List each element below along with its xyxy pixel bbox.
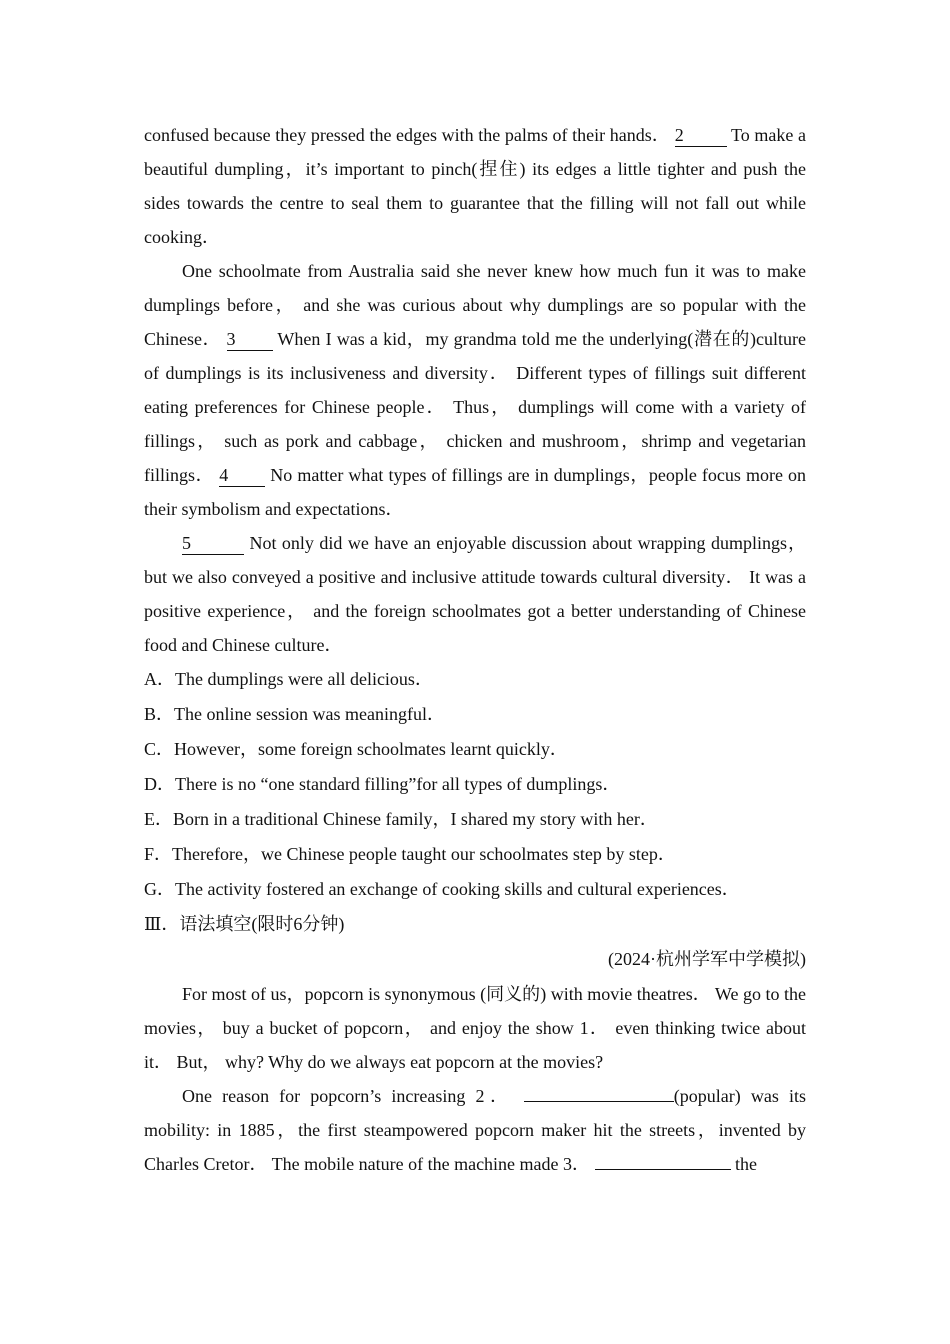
text: One reason for popcorn’s increasing: [182, 1086, 466, 1106]
option-b: B．The online session was meaningful．: [144, 704, 445, 724]
text: No matter what types of fillings are in dumplings，people focus more on their symbolism and expectations．: [144, 465, 807, 519]
paragraph: [144, 526, 806, 662]
question-number: 2．: [475, 1086, 514, 1106]
text: (popular) was its mobility: in 1885，the first steampowered popcorn maker hit the streets，invented by Charles Cretor． The mobile nature of the machine made: [144, 1086, 806, 1174]
question-number: 1．: [579, 1018, 610, 1038]
section-title: Ⅲ．语法填空(限时6分钟): [144, 914, 345, 934]
option-c: C．However，some foreign schoolmates learnt quickly．: [144, 739, 568, 759]
text: even thinking twice about it． But， why? Why do we always eat popcorn at the movies?: [144, 1018, 806, 1072]
text: To make a beautiful dumpling，it’s important to pinch(捏住) its edges a little tighter and push the sides towards the centre to seal them to guarantee that the filling will not fall out while cooking．: [144, 125, 806, 247]
paragraph: [144, 977, 806, 1079]
blank-4[interactable]: 4: [219, 464, 265, 487]
text: For most of us，popcorn is synonymous (同义的) with movie theatres． We go to the movies， buy a bucket of popcorn， and enjoy the show: [144, 984, 806, 1038]
blank-5[interactable]: 5: [182, 532, 244, 555]
option-a: A．The dumplings were all delicious．: [144, 669, 433, 689]
text: confused because they pressed the edges with the palms of their hands．: [144, 125, 671, 145]
options-list: [144, 662, 806, 907]
blank-3[interactable]: 3: [227, 328, 273, 351]
option-d: D．There is no “one standard filling”for all types of dumplings．: [144, 774, 621, 794]
option-f: F．Therefore，we Chinese people taught our schoolmates step by step．: [144, 844, 676, 864]
blank-2[interactable]: 2: [675, 124, 727, 147]
blank-q3[interactable]: [595, 1169, 731, 1170]
option-e: E．Born in a traditional Chinese family，I shared my story with her．: [144, 809, 658, 829]
text: One schoolmate from Australia said she never knew how much fun it was to make dumplings before， and she was curious about why dumplings are so popular with the Chinese．: [144, 261, 806, 349]
text: the: [735, 1154, 758, 1174]
source-label: (2024·杭州学军中学模拟): [608, 949, 806, 969]
paragraph: [144, 1079, 806, 1181]
paragraph: [144, 118, 806, 254]
option-g: G．The activity fostered an exchange of cooking skills and cultural experiences．: [144, 879, 740, 899]
document-page: [144, 118, 806, 1181]
blank-q2[interactable]: [524, 1101, 674, 1102]
question-number: 3．: [563, 1154, 591, 1174]
text: Not only did we have an enjoyable discussion about wrapping dumplings， but we also conveyed a positive and inclusive attitude towards cultural diversity． It was a positive experience， and the foreign schoolmates got a better understanding of Chinese food and Chinese culture．: [144, 533, 806, 655]
text: When I was a kid，my grandma told me the underlying(潜在的)culture of dumplings is its inclusiveness and diversity． Different types of fillings suit different eating preferences for Chinese people． Thus， dumplings will come with a variety of fillings， such as pork and cabbage， chicken and mushroom，shrimp and vegetarian fillings．: [144, 329, 806, 485]
paragraph: [144, 254, 806, 526]
